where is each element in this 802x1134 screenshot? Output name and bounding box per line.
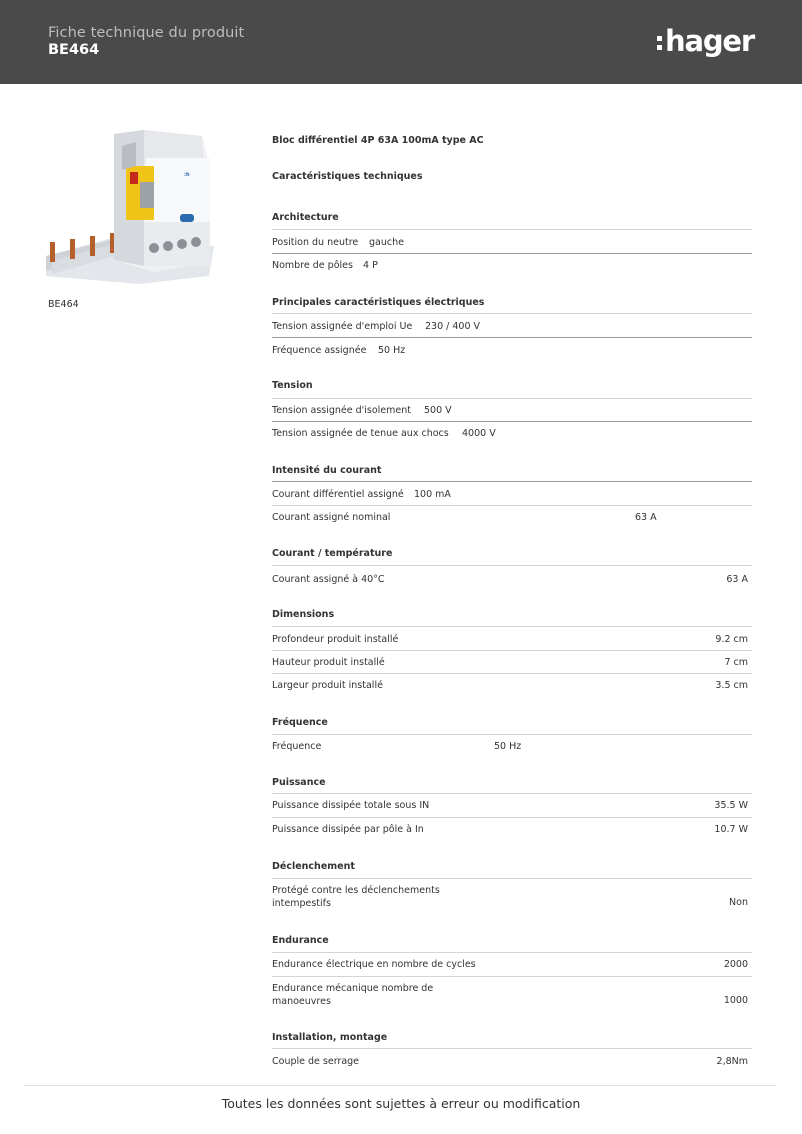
spec-row <box>272 817 752 841</box>
spec-value: 7 cm <box>724 657 748 668</box>
spec-label: Position du neutre <box>272 237 359 248</box>
spec-value: 2000 <box>723 959 748 970</box>
footer-divider <box>24 1085 776 1086</box>
spec-value: 2,8Nm <box>716 1056 748 1067</box>
spec-row <box>272 313 752 337</box>
spec-value: 50 Hz <box>378 345 406 356</box>
product-image-caption: BE464 <box>48 299 79 310</box>
spec-row <box>272 650 752 673</box>
spec-value: 4 P <box>363 260 378 271</box>
spec-label: Courant assigné à 40°C <box>272 574 385 585</box>
spec-row <box>272 398 752 421</box>
spec-label: Courant assigné nominal <box>272 512 391 523</box>
section-frequency: Fréquence <box>272 717 328 728</box>
spec-row <box>272 421 752 445</box>
spec-value: Non <box>729 897 748 908</box>
spec-label: Puissance dissipée par pôle à In <box>272 824 424 835</box>
spec-row <box>272 337 752 361</box>
spec-value: 100 mA <box>414 489 451 500</box>
spec-value: 230 / 400 V <box>425 321 481 332</box>
spec-value: gauche <box>369 237 404 248</box>
section-dimensions: Dimensions <box>272 609 335 620</box>
spec-row <box>272 565 752 591</box>
brand-logo <box>657 24 754 58</box>
section-endurance: Endurance <box>272 935 329 946</box>
product-title: Bloc différentiel 4P 63A 100mA type AC <box>272 135 484 146</box>
spec-row <box>272 976 752 1016</box>
spec-value: 500 V <box>424 405 452 416</box>
spec-label: Fréquence assignée <box>272 345 367 356</box>
spec-value: 4000 V <box>462 428 496 439</box>
spec-label: Endurance électrique en nombre de cycles <box>272 959 476 970</box>
spec-row <box>272 952 752 976</box>
spec-value: 1000 <box>723 995 748 1006</box>
section-current-temperature: Courant / température <box>272 548 393 559</box>
page-header <box>0 0 802 84</box>
section-tension: Tension <box>272 380 313 391</box>
spec-value: 10.7 W <box>714 824 748 835</box>
spec-row <box>272 673 752 697</box>
header-subtitle: Fiche technique du produit <box>48 25 245 41</box>
section-installation: Installation, montage <box>272 1032 388 1043</box>
spec-row <box>272 878 752 918</box>
section-tripping: Déclenchement <box>272 861 355 872</box>
spec-row <box>272 481 752 505</box>
spec-label: Tension assignée d'emploi Ue <box>272 321 413 332</box>
spec-value: 63 A <box>635 512 657 523</box>
section-electrical: Principales caractéristiques électriques <box>272 297 485 308</box>
brand-wordmark: hager <box>665 23 754 58</box>
spec-label: Tension assignée de tenue aux chocs <box>272 428 449 439</box>
svg-text::h: :h <box>184 172 190 178</box>
spec-row <box>272 253 752 277</box>
spec-row <box>272 734 752 758</box>
spec-label: Protégé contre les déclenchements intempestifs <box>272 885 440 909</box>
spec-label: Largeur produit installé <box>272 680 383 691</box>
spec-label: Profondeur produit installé <box>272 634 399 645</box>
section-architecture: Architecture <box>272 212 339 223</box>
spec-label: Puissance dissipée totale sous IN <box>272 800 430 811</box>
header-reference: BE464 <box>48 42 100 58</box>
spec-label: Courant différentiel assigné <box>272 489 404 500</box>
section-current: Intensité du courant <box>272 465 382 476</box>
spec-row <box>272 626 752 650</box>
spec-value: 9.2 cm <box>715 634 748 645</box>
spec-label: Couple de serrage <box>272 1056 360 1067</box>
spec-label: Endurance mécanique nombre de manoeuvres <box>272 983 434 1007</box>
spec-row <box>272 505 752 529</box>
spec-value: 63 A <box>726 574 748 585</box>
section-power: Puissance <box>272 777 326 788</box>
spec-value: 35.5 W <box>714 800 748 811</box>
spec-label: Hauteur produit installé <box>272 657 385 668</box>
footer-disclaimer: Toutes les données sont sujettes à erreur ou modification <box>221 1096 581 1111</box>
spec-label: Tension assignée d'isolement <box>272 405 411 416</box>
spec-value: 50 Hz <box>494 741 522 752</box>
spec-label: Fréquence <box>272 741 322 752</box>
spec-row <box>272 229 752 253</box>
spec-row <box>272 1048 752 1072</box>
circuit-breaker-block-image <box>44 126 216 284</box>
spec-row <box>272 793 752 817</box>
characteristics-heading: Caractéristiques techniques <box>272 171 423 182</box>
logo-dots-icon <box>657 36 662 50</box>
spec-label: Nombre de pôles <box>272 260 353 271</box>
spec-value: 3.5 cm <box>715 680 748 691</box>
